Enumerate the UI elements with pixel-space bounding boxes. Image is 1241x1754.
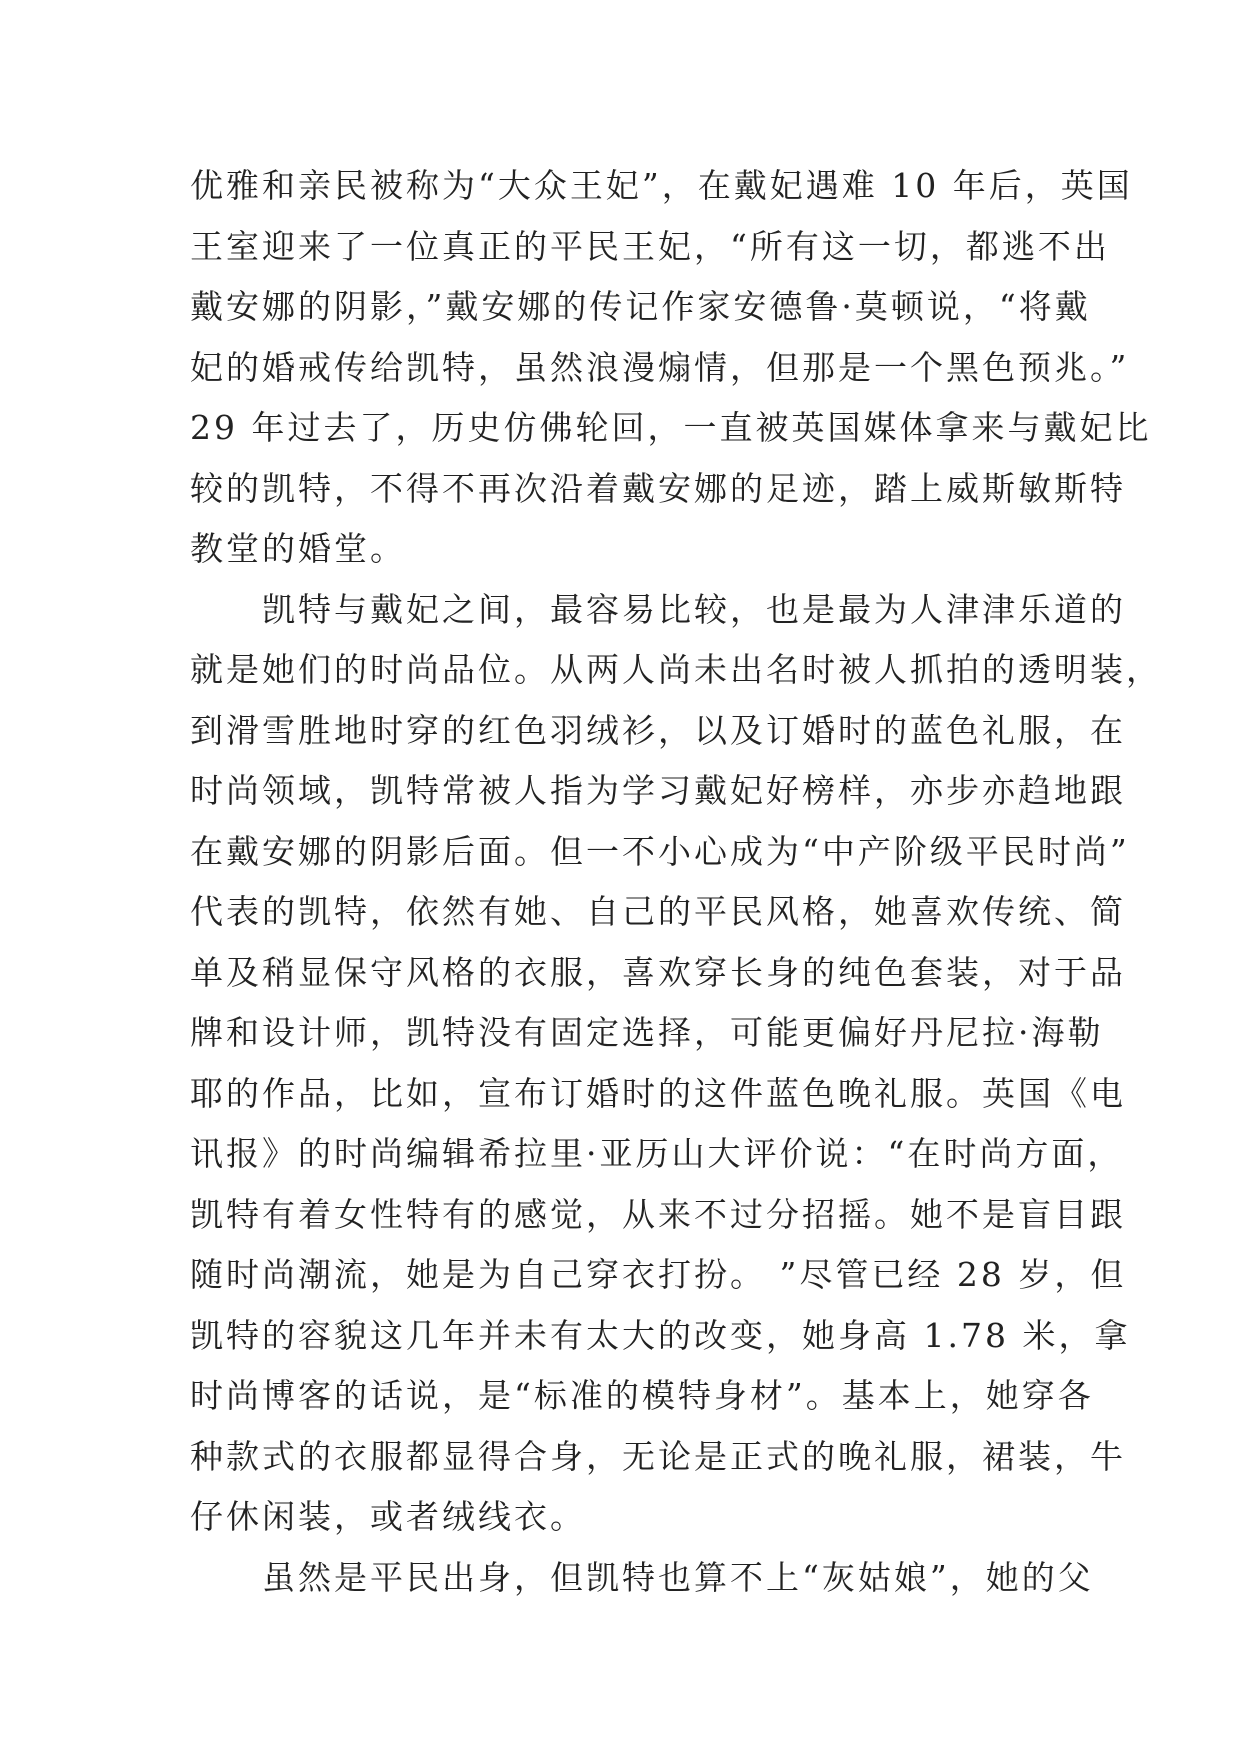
text-line: 种款式的衣服都显得合身，无论是正式的晚礼服，裙装，牛 bbox=[190, 1436, 1126, 1476]
text-line: 就是她们的时尚品位。从两人尚未出名时被人抓拍的透明装， bbox=[190, 650, 1162, 689]
text-line: 牌和设计师，凯特没有固定选择，可能更偏好丹尼拉·海勒 bbox=[190, 1013, 1104, 1052]
text-line: 优雅和亲民被称为“大众王妃”，在戴妃遇难 10 年后，英国 bbox=[190, 166, 1133, 205]
text-line: 耶的作品，比如，宣布订婚时的这件蓝色晚礼服。英国《电 bbox=[190, 1073, 1126, 1113]
text-line: 王室迎来了一位真正的平民王妃，“所有这一切，都逃不出 bbox=[190, 226, 1110, 266]
text-line: 代表的凯特，依然有她、自己的平民风格，她喜欢传统、简 bbox=[190, 892, 1126, 931]
text-line: 随时尚潮流，她是为自己穿衣打扮。 ”尽管已经 28 岁，但 bbox=[190, 1255, 1127, 1294]
text-line: 凯特的容貌这几年并未有太大的改变，她身高 1.78 米，拿 bbox=[190, 1315, 1131, 1355]
text-line: 较的凯特，不得不再次沿着戴安娜的足迹，踏上威斯敏斯特 bbox=[190, 468, 1126, 508]
paragraph-start-line: 虽然是平民出身，但凯特也算不上“灰姑娘”，她的父 bbox=[190, 1557, 1094, 1597]
text-line: 时尚领域，凯特常被人指为学习戴妃好榜样，亦步亦趋地跟 bbox=[190, 771, 1126, 810]
text-line: 戴安娜的阴影，”戴安娜的传记作家安德鲁·莫顿说，“将戴 bbox=[190, 287, 1091, 326]
text-line: 29 年过去了，历史仿佛轮回，一直被英国媒体拿来与戴妃比 bbox=[190, 408, 1152, 447]
text-line: 单及稍显保守风格的衣服，喜欢穿长身的纯色套装，对于品 bbox=[190, 952, 1126, 992]
body-text bbox=[190, 156, 1162, 1608]
text-line: 时尚博客的话说，是“标准的模特身材”。基本上，她穿各 bbox=[190, 1376, 1094, 1415]
text-line: 仔休闲装，或者绒线衣。 bbox=[190, 1497, 586, 1536]
text-line: 凯特有着女性特有的感觉，从来不过分招摇。她不是盲目跟 bbox=[190, 1194, 1126, 1234]
paragraph-start-line: 凯特与戴妃之间，最容易比较，也是最为人津津乐道的 bbox=[190, 589, 1126, 629]
text-line: 到滑雪胜地时穿的红色羽绒衫，以及订婚时的蓝色礼服，在 bbox=[190, 710, 1126, 750]
text-line: 在戴安娜的阴影后面。但一不小心成为“中产阶级平民时尚” bbox=[190, 831, 1130, 871]
text-line: 教堂的婚堂。 bbox=[190, 529, 406, 568]
text-line: 讯报》的时尚编辑希拉里·亚历山大评价说：“在时尚方面， bbox=[190, 1134, 1124, 1173]
text-line: 妃的婚戒传给凯特，虽然浪漫煽情，但那是一个黑色预兆。” bbox=[190, 347, 1130, 387]
